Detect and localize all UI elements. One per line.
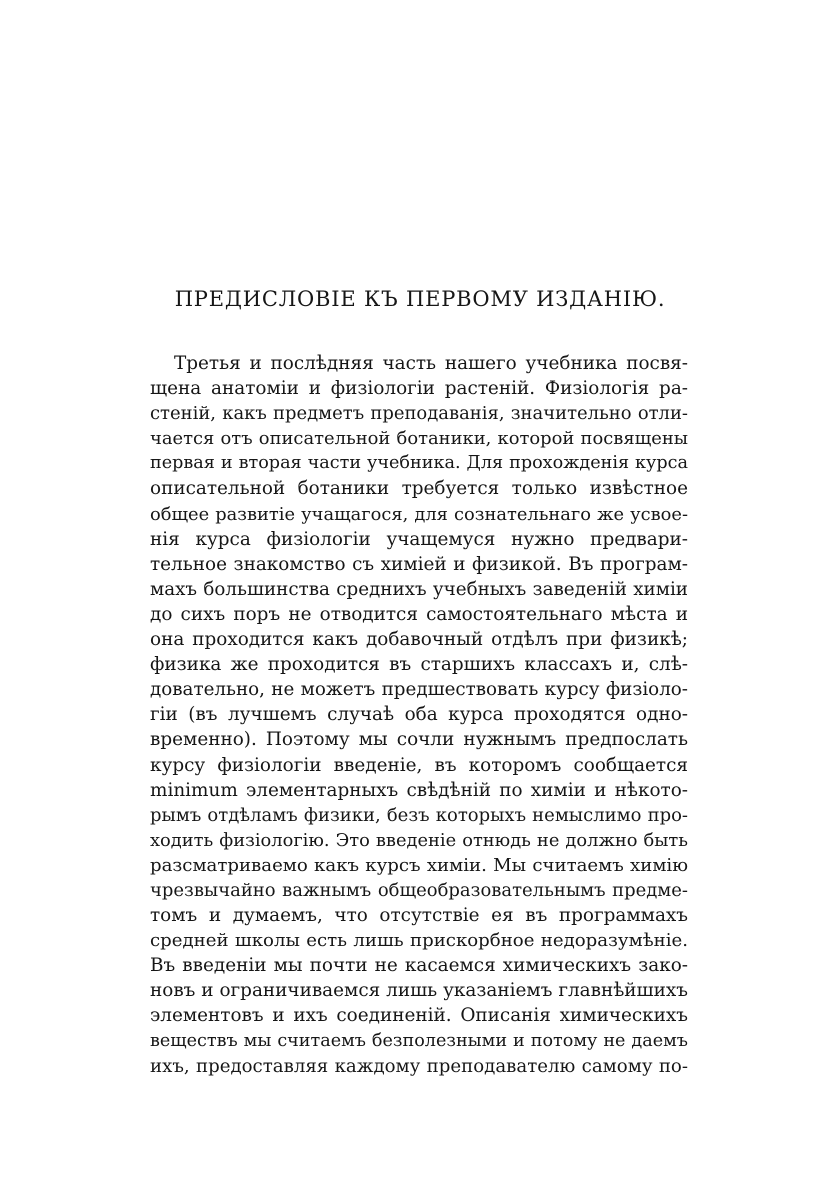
text-line: веществъ мы считаемъ безполезными и потому не даемъ bbox=[150, 1030, 688, 1051]
text-line: томъ и думаемъ, что отсутствіе ея въ программахъ bbox=[150, 905, 688, 927]
text-line: описательной ботаники требуется только извѣстное bbox=[150, 478, 688, 500]
text-line: minimum элементарныхъ свѣдѣній по химіи и нѣкото- bbox=[150, 779, 688, 801]
text-line: средней школы есть лишь прискорбное недоразумѣніе. bbox=[150, 930, 688, 952]
text-line: общее развитіе учащагося, для сознательнаго же усвое- bbox=[150, 503, 688, 525]
text-line: новъ и ограничиваемся лишь указаніемъ главнѣйшихъ bbox=[150, 980, 688, 1002]
text-line: щена анатоміи и физіологіи растеній. Физіологія ра- bbox=[150, 378, 688, 400]
text-line: чрезвычайно важнымъ общеобразовательнымъ предме- bbox=[150, 879, 688, 901]
text-line: курсу физіологіи введеніе, въ которомъ сообщается bbox=[150, 754, 688, 776]
preface-paragraph bbox=[150, 351, 688, 1079]
text-line: элементовъ и ихъ соединеній. Описанія химическихъ bbox=[150, 1005, 688, 1027]
text-line: стеній, какъ предметъ преподаванія, значительно отли- bbox=[150, 403, 688, 425]
text-line: тельное знакомство съ химіей и физикой. Въ програм- bbox=[150, 553, 688, 575]
text-line: первая и вторая части учебника. Для прохожденія курса bbox=[150, 453, 688, 474]
text-line: она проходится какъ добавочный отдѣлъ при физикѣ; bbox=[150, 629, 688, 651]
text-line: махъ большинства среднихъ учебныхъ заведеній химіи bbox=[150, 578, 688, 600]
text-line: временно). Поэтому мы сочли нужнымъ предпослать bbox=[150, 729, 688, 751]
text-line: до сихъ поръ не отводится самостоятельнаго мѣста и bbox=[150, 603, 688, 625]
text-line: гіи (въ лучшемъ случаѣ оба курса проходятся одно- bbox=[150, 704, 688, 726]
text-line: чается отъ описательной ботаники, которой посвящены bbox=[150, 428, 688, 450]
text-line: довательно, не можетъ предшествовать курсу физіоло- bbox=[150, 679, 688, 701]
text-line: нія курса физіологіи учащемуся нужно предвари- bbox=[150, 528, 688, 550]
text-line: разсматриваемо какъ курсъ химіи. Мы считаемъ химію bbox=[150, 854, 688, 876]
text-line: Въ введеніи мы почти не касаемся химическихъ зако- bbox=[150, 955, 688, 977]
text-line: Третья и послѣдняя часть нашего учебника посвя- bbox=[174, 353, 688, 374]
text-line: ходить физіологію. Это введеніе отнюдь не должно быть bbox=[150, 829, 688, 851]
page-heading: ПРЕДИСЛОВІЕ КЪ ПЕРВОМУ ИЗДАНІЮ. bbox=[174, 287, 666, 311]
text-line: физика же проходится въ старшихъ классахъ и, слѣ- bbox=[150, 654, 688, 676]
text-line: ихъ, предоставляя каждому преподавателю самому по- bbox=[150, 1055, 688, 1077]
text-line: рымъ отдѣламъ физики, безъ которыхъ немыслимо про- bbox=[150, 804, 688, 826]
